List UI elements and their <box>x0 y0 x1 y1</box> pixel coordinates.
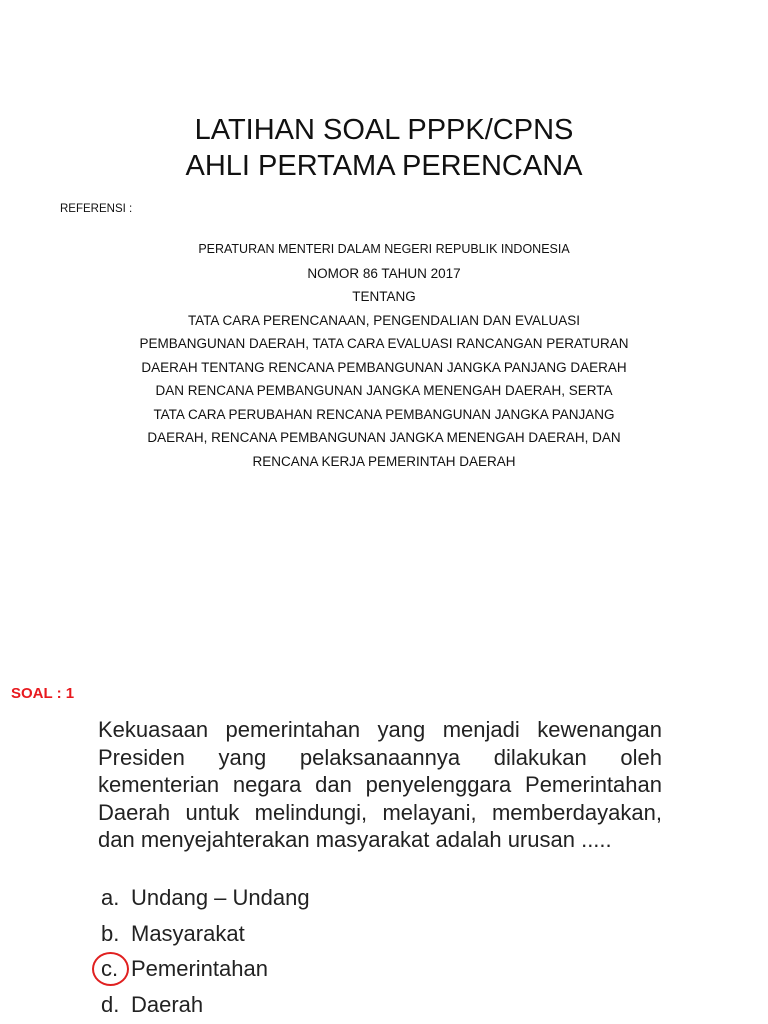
regulation-line: TATA CARA PERUBAHAN RENCANA PEMBANGUNAN JANGKA PANJANG <box>153 406 615 422</box>
question-word: dilakukan <box>493 744 587 770</box>
question-word: menjadi <box>442 717 520 742</box>
question-word: yang <box>218 744 267 770</box>
regulation-line: PERATURAN MENTERI DALAM NEGERI REPUBLIK INDONESIA <box>198 242 570 256</box>
option-b <box>101 916 310 952</box>
regulation-line: DAERAH, RENCANA PEMBANGUNAN JANGKA MENENGAH DAERAH, DAN <box>147 430 621 445</box>
question-word: melindungi, <box>254 799 368 825</box>
question-line <box>98 744 662 772</box>
option-letter: a. <box>101 885 120 910</box>
question-word: Kekuasaan <box>98 717 209 742</box>
regulation-line: NOMOR 86 TAHUN 2017 <box>307 265 461 281</box>
question-line <box>98 799 662 827</box>
regulation-line: RENCANA KERJA PEMERINTAH DAERAH <box>252 453 516 469</box>
regulation-line: DAN RENCANA PEMBANGUNAN JANGKA MENENGAH DAERAH, SERTA <box>155 383 613 398</box>
question-word: pemerintahan <box>225 717 361 742</box>
answer-options <box>101 880 310 1022</box>
option-text: Undang – Undang <box>131 885 310 910</box>
option-a <box>101 880 310 916</box>
question-word: kewenangan <box>537 717 662 742</box>
page-title <box>0 112 768 184</box>
question-word: pelaksanaannya <box>299 744 461 770</box>
regulation-line: TATA CARA PERENCANAAN, PENGENDALIAN DAN EVALUASI <box>187 312 581 328</box>
question-word: penyelenggara <box>365 772 512 797</box>
question-line-last: dan menyejahterakan masyarakat adalah urusan ..... <box>98 827 612 852</box>
question-word: negara <box>232 772 302 797</box>
option-letter: b. <box>101 920 120 946</box>
question-line <box>98 771 662 799</box>
option-letter: c. <box>101 956 119 981</box>
title-line-2: AHLI PERTAMA PERENCANA <box>185 150 583 182</box>
regulation-block <box>0 238 768 473</box>
regulation-line: PEMBANGUNAN DAERAH, TATA CARA EVALUASI RANCANGAN PERATURAN <box>139 336 629 351</box>
option-text: Daerah <box>131 991 204 1017</box>
question-word: Daerah <box>98 799 171 825</box>
question-word: untuk <box>185 799 240 825</box>
question-word: kementerian <box>98 772 220 797</box>
option-text: Masyarakat <box>131 920 245 946</box>
question-text <box>98 716 662 854</box>
option-letter: d. <box>101 991 120 1017</box>
option-text: Pemerintahan <box>131 956 268 981</box>
option-c <box>101 951 310 987</box>
title-line-1: LATIHAN SOAL PPPK/CPNS <box>194 114 574 146</box>
question-slide <box>0 660 768 1024</box>
question-line <box>98 716 662 744</box>
reference-label: REFERENSI : <box>60 203 133 215</box>
regulation-line: TENTANG <box>352 289 416 304</box>
question-word: Pemerintahan <box>525 772 662 797</box>
question-number-label: SOAL : 1 <box>11 685 75 702</box>
regulation-line: DAERAH TENTANG RENCANA PEMBANGUNAN JANGKA PANJANG DAERAH <box>141 359 627 375</box>
option-d <box>101 987 310 1023</box>
question-word: dan <box>315 772 352 797</box>
question-word: melayani, <box>382 799 477 825</box>
question-word: yang <box>377 717 426 742</box>
question-word: oleh <box>620 744 662 770</box>
question-word: memberdayakan, <box>491 799 662 825</box>
question-word: Presiden <box>98 744 185 770</box>
